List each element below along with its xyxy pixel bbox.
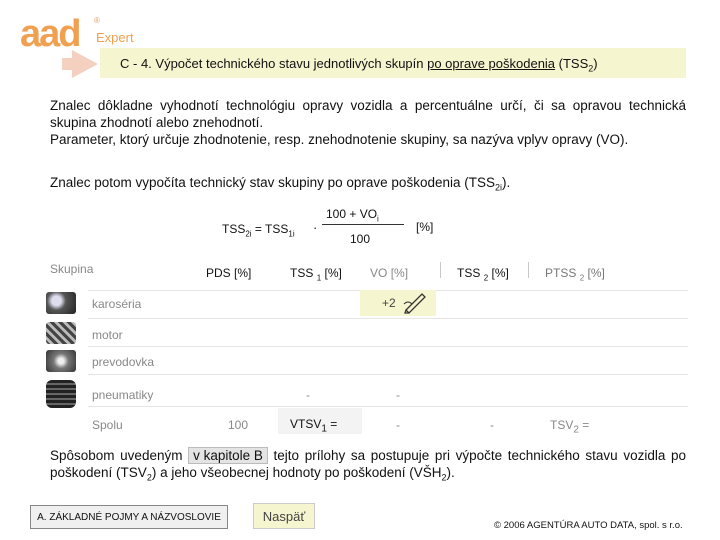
calc-text: Znalec potom vypočíta technický stav skupiny po oprave poškodenia (TSS bbox=[50, 175, 495, 190]
section-title-suffix: (TSS bbox=[555, 56, 589, 71]
header-tss1-text: TSS bbox=[290, 266, 314, 280]
chapter-b-link[interactable]: v kapitole B bbox=[188, 447, 268, 464]
tire-icon bbox=[46, 380, 76, 408]
calc-end: ). bbox=[502, 175, 511, 190]
parameter-paragraph: Parameter, ktorý určuje zhodnotenie, resp. znehodnotenie skupiny, sa nazýva vplyv opravy (VO). bbox=[50, 132, 629, 147]
logo-registered: ® bbox=[94, 16, 100, 25]
row-label-pneumatiky: pneumatiky bbox=[92, 388, 154, 402]
header-tss2-text: TSS bbox=[457, 266, 481, 280]
header-pds: PDS [%] bbox=[206, 266, 252, 280]
spolu-tsv2-text: TSV bbox=[550, 418, 574, 432]
section-title-close: ) bbox=[593, 56, 598, 71]
spolu-vtsv1-text: VTSV bbox=[290, 417, 322, 431]
spolu-tsv2-sub: 2 bbox=[573, 424, 579, 436]
header-ptss2 bbox=[545, 266, 605, 282]
spolu-pds: 100 bbox=[228, 418, 249, 432]
header-ptss2-text: PTSS bbox=[545, 266, 577, 280]
car-body-icon bbox=[46, 292, 76, 314]
pneumatiky-vo: - bbox=[396, 388, 400, 402]
formula-numerator-text: 100 + VO bbox=[326, 207, 378, 221]
formula-unit: [%] bbox=[416, 220, 434, 234]
formula-tss1-sub: 1i bbox=[288, 229, 295, 239]
spolu-tss2: - bbox=[490, 418, 494, 432]
calc-sub: 2i bbox=[494, 182, 502, 193]
header-tss2 bbox=[457, 266, 509, 282]
row-divider bbox=[88, 374, 688, 375]
section-title-underlined: po oprave poškodenia bbox=[427, 56, 556, 71]
header-ptss2-unit: [%] bbox=[587, 266, 605, 280]
spolu-vtsv1 bbox=[290, 417, 337, 434]
header-ptss2-sub: 2 bbox=[579, 273, 585, 283]
summary-sub-2: 2 bbox=[441, 472, 447, 483]
header-tss2-sub: 2 bbox=[483, 273, 489, 283]
formula-numerator-sub: i bbox=[377, 214, 379, 224]
row-label-spolu: Spolu bbox=[92, 418, 123, 432]
logo-text: aad bbox=[20, 13, 80, 55]
spolu-tsv2-eq: = bbox=[578, 418, 590, 432]
summary-text-start: Spôsobom uvedeným bbox=[50, 448, 189, 463]
section-title bbox=[120, 56, 598, 74]
formula-tss2-sub: 2i bbox=[245, 229, 252, 239]
column-separator bbox=[528, 262, 529, 278]
summary-text-end: ). bbox=[446, 465, 455, 480]
row-divider bbox=[88, 346, 688, 347]
header-arrow-icon bbox=[72, 50, 98, 78]
header-tss1-sub: 1 bbox=[316, 273, 322, 283]
summary-sub-1: 2 bbox=[146, 472, 152, 483]
karoseria-vo-value: +2 bbox=[382, 296, 396, 310]
spolu-tsv2 bbox=[550, 418, 589, 435]
aad-expert-logo bbox=[20, 13, 134, 55]
summary-text-middle-2: ) a jeho všeobecnej hodnoty po poškodení (VŠH bbox=[151, 465, 442, 480]
spolu-vo: - bbox=[396, 418, 400, 432]
header-tss2-unit: [%] bbox=[491, 266, 509, 280]
engine-icon bbox=[46, 322, 76, 344]
calculation-paragraph bbox=[50, 174, 686, 197]
summary-paragraph bbox=[50, 447, 686, 487]
header-skupina: Skupina bbox=[50, 262, 94, 276]
row-label-karoseria: karoséria bbox=[92, 297, 142, 311]
spolu-vtsv1-sub: 1 bbox=[321, 423, 327, 435]
header-vo bbox=[370, 266, 408, 280]
summary-text-middle: tejto prílohy sa postupuje pri výpočte technického stavu vozidla po poškodení (TSV bbox=[50, 448, 687, 480]
row-divider bbox=[88, 318, 688, 319]
basic-terms-button[interactable]: A. ZÁKLADNÉ POJMY A NÁZVOSLOVIE bbox=[30, 505, 228, 529]
header-vo-unit: [%] bbox=[390, 266, 409, 280]
gearbox-icon bbox=[46, 350, 76, 372]
section-title-sub: 2 bbox=[588, 63, 594, 74]
row-divider bbox=[88, 406, 688, 407]
header-vo-text: VO bbox=[370, 266, 388, 280]
header-tss1 bbox=[290, 266, 342, 282]
formula-lhs bbox=[222, 222, 295, 238]
logo-expert: Expert bbox=[96, 30, 134, 45]
pencil-hand-icon bbox=[402, 290, 428, 314]
row-label-prevodovka: prevodovka bbox=[92, 355, 155, 369]
formula-numerator bbox=[326, 207, 379, 223]
formula-eq-tss1: = TSS bbox=[251, 222, 289, 236]
spolu-vtsv1-eq: = bbox=[326, 417, 338, 431]
pneumatiky-tss1: - bbox=[306, 388, 310, 402]
intro-paragraph: Znalec dôkladne vyhodnotí technológiu opravy vozidla a percentuálne určí, či sa opravou technická skupina zhodnotí alebo znehodnotí. bbox=[50, 98, 686, 130]
formula-denominator: 100 bbox=[350, 232, 371, 246]
formula-fraction-line bbox=[322, 224, 404, 225]
row-label-motor: motor bbox=[92, 328, 123, 342]
header-tss1-unit: [%] bbox=[324, 266, 342, 280]
back-button[interactable]: Naspäť bbox=[253, 503, 315, 529]
formula-multiply: · bbox=[313, 220, 318, 235]
copyright-text: © 2006 AGENTÚRA AUTO DATA, spol. s r.o. bbox=[494, 520, 683, 531]
column-separator bbox=[440, 262, 441, 278]
section-title-prefix: C - 4. Výpočet technického stavu jednotlivých skupín bbox=[120, 56, 428, 71]
formula-tss2: TSS bbox=[222, 222, 246, 236]
